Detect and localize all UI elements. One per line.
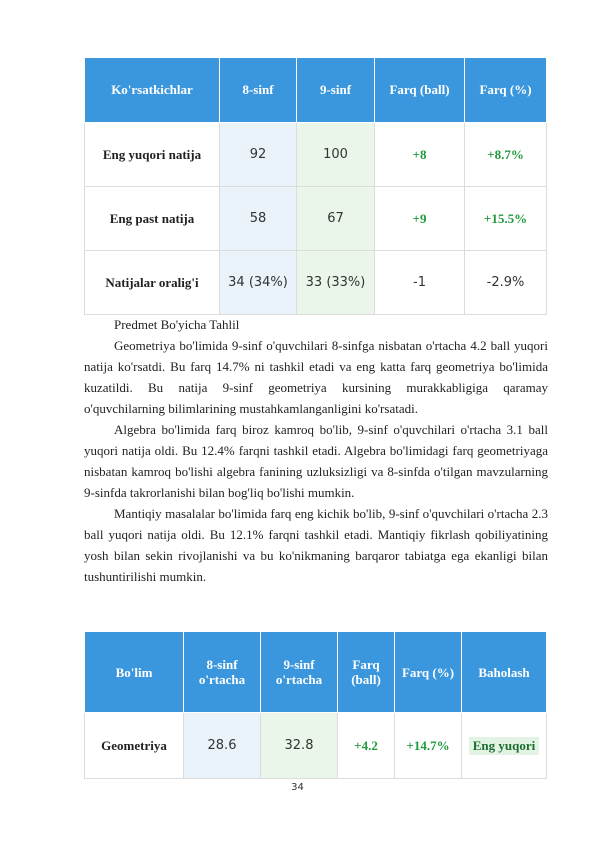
- grade9-value: 67: [297, 187, 375, 251]
- diff-points: +8: [375, 123, 465, 187]
- header-cell: 9-sinf: [297, 58, 375, 123]
- row-label: Natijalar oralig'i: [85, 251, 220, 315]
- grade8-value: 58: [220, 187, 297, 251]
- table-row: [85, 187, 547, 251]
- diff-percent: +8.7%: [465, 123, 547, 187]
- section-table: [84, 631, 547, 779]
- paragraph: Geometriya bo'limida 9-sinf o'quvchilari 8-sinfga nisbatan o'rtacha 4.2 ball yuqori natija ko'rsatdi. Bu farq 14.7% ni tashkil etadi va eng katta farq geometriya bo'limida kuzatildi. Bu natija 9-sinf geometriya kursining murakkabligiga qaramay o'quvchilarning bilimlarining mustahkamlanganligini ko'rsatadi.: [84, 338, 548, 416]
- grade9-value: 100: [297, 123, 375, 187]
- section-title: Predmet Bo'yicha Tahlil: [114, 317, 240, 332]
- table-row: [85, 123, 547, 187]
- diff-points: +4.2: [338, 713, 395, 779]
- diff-percent: +14.7%: [395, 713, 462, 779]
- comparison-table: [84, 57, 547, 315]
- table-row: [85, 713, 547, 779]
- paragraph: Algebra bo'limida farq biroz kamroq bo'lib, 9-sinf o'quvchilari o'rtacha 3.1 ball yuqori natija oldi. Bu 12.4% farqni tashkil etadi. Algebra bo'limidagi farq geometriyaga nisbatan kamroq bo'lishi algebra fanining uzluksizligi va 8-sinfda o'tilgan mavzularning 9-sinfda takrorlanishi bilan bog'liq bo'lishi mumkin.: [84, 422, 548, 500]
- header-cell: Farq (%): [465, 58, 547, 123]
- header-cell: 9-sinf o'rtacha: [261, 632, 338, 713]
- grade9-average: 32.8: [261, 713, 338, 779]
- grade9-value: 33 (33%): [297, 251, 375, 315]
- header-cell: Ko'rsatkichlar: [85, 58, 220, 123]
- header-cell: Farq (%): [395, 632, 462, 713]
- table-header-row: [85, 632, 547, 713]
- header-cell: 8-sinf: [220, 58, 297, 123]
- paragraph: Mantiqiy masalalar bo'limida farq eng kichik bo'lib, 9-sinf o'quvchilari o'rtacha 2.3 ball yuqori natija oldi. Bu 12.1% farqni tashkil etadi. Mantiqiy fikrlash qobiliyatining yosh bilan sekin rivojlanishi va bu ko'nikmaning barqaror tabiatga ega ekanligi bilan tushuntirilishi mumkin.: [84, 506, 548, 584]
- rating-cell: [462, 713, 547, 779]
- grade8-value: 92: [220, 123, 297, 187]
- header-cell: Bo'lim: [85, 632, 184, 713]
- body-text: [84, 314, 548, 587]
- diff-percent: +15.5%: [465, 187, 547, 251]
- diff-points: +9: [375, 187, 465, 251]
- header-cell: Farq (ball): [375, 58, 465, 123]
- header-cell: Farq (ball): [338, 632, 395, 713]
- table-row: [85, 251, 547, 315]
- row-label: Eng yuqori natija: [85, 123, 220, 187]
- row-label: Geometriya: [85, 713, 184, 779]
- diff-points: -1: [375, 251, 465, 315]
- header-cell: Baholash: [462, 632, 547, 713]
- page-number: 34: [291, 782, 304, 793]
- grade8-average: 28.6: [184, 713, 261, 779]
- row-label: Eng past natija: [85, 187, 220, 251]
- table-header-row: [85, 58, 547, 123]
- rating-badge: Eng yuqori: [469, 737, 540, 755]
- header-cell: 8-sinf o'rtacha: [184, 632, 261, 713]
- grade8-value: 34 (34%): [220, 251, 297, 315]
- diff-percent: -2.9%: [465, 251, 547, 315]
